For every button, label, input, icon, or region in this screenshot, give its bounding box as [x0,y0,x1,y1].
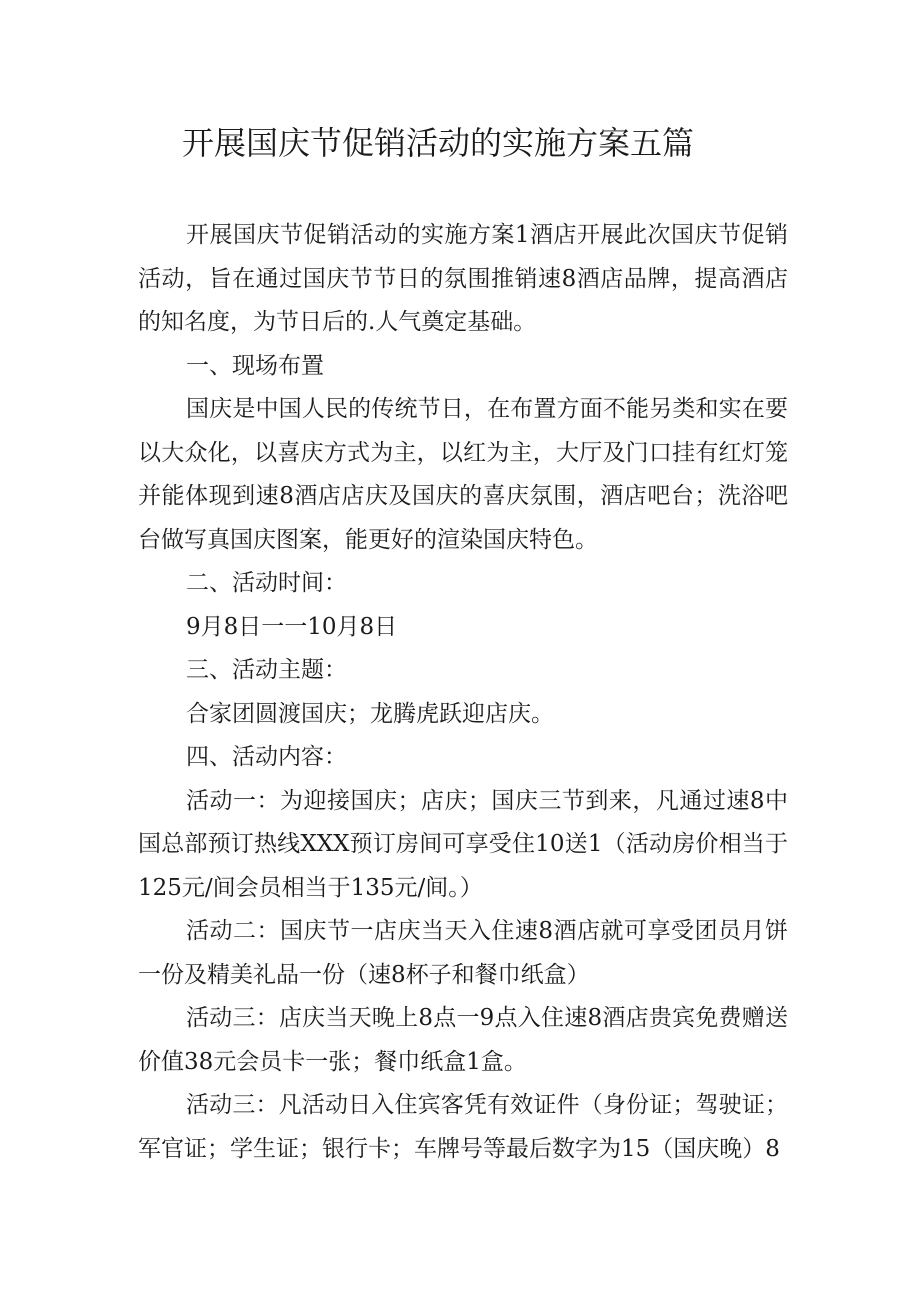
heading-activity-time: 二、活动时间： [186,570,347,596]
heading-activity-content: 四、活动内容： [186,744,347,770]
paragraph-activity-three: 活动三：店庆当天晚上8点一9点入住速8酒店贵宾免费赠送价值38元会员卡一张；餐巾纸盒1盒。 [138,1005,788,1075]
document-title: 开展国庆节促销活动的实施方案五篇 [182,124,695,162]
paragraph-intro: 开展国庆节促销活动的实施方案1酒店开展此次国庆节促销活动，旨在通过国庆节节日的氛围推销速8酒店品牌，提高酒店的知名度，为节日后的.人气奠定基础。 [138,222,788,335]
paragraph-activity-two: 活动二：国庆节一店庆当天入住速8酒店就可享受团员月饼一份及精美礼品一份（速8杯子和餐巾纸盒） [138,918,788,988]
paragraph-site-layout: 国庆是中国人民的传统节日，在布置方面不能另类和实在要以大众化，以喜庆方式为主，以红为主，大厅及门口挂有红灯笼并能体现到速8酒店店庆及国庆的喜庆氛围，酒店吧台；洗浴吧台做写真国庆图案，能更好的渲染国庆特色。 [138,396,788,553]
paragraph-activity-one: 活动一：为迎接国庆；店庆；国庆三节到来，凡通过速8中国总部预订热线XXX预订房间可享受住10送1（活动房价相当于125元/间会员相当于135元/间。） [138,787,788,901]
paragraph-activity-time: 9月8日一一10月8日 [186,613,398,640]
heading-site-layout: 一、现场布置 [186,352,324,379]
document-body [138,214,788,1171]
paragraph-activity-theme: 合家团圆渡国庆；龙腾虎跃迎店庆。 [186,700,554,727]
heading-activity-theme: 三、活动主题： [186,657,347,683]
paragraph-activity-three-b: 活动三：凡活动日入住宾客凭有效证件（身份证；驾驶证；军官证；学生证；银行卡；车牌号等最后数字为15（国庆晚）8 [138,1092,788,1162]
